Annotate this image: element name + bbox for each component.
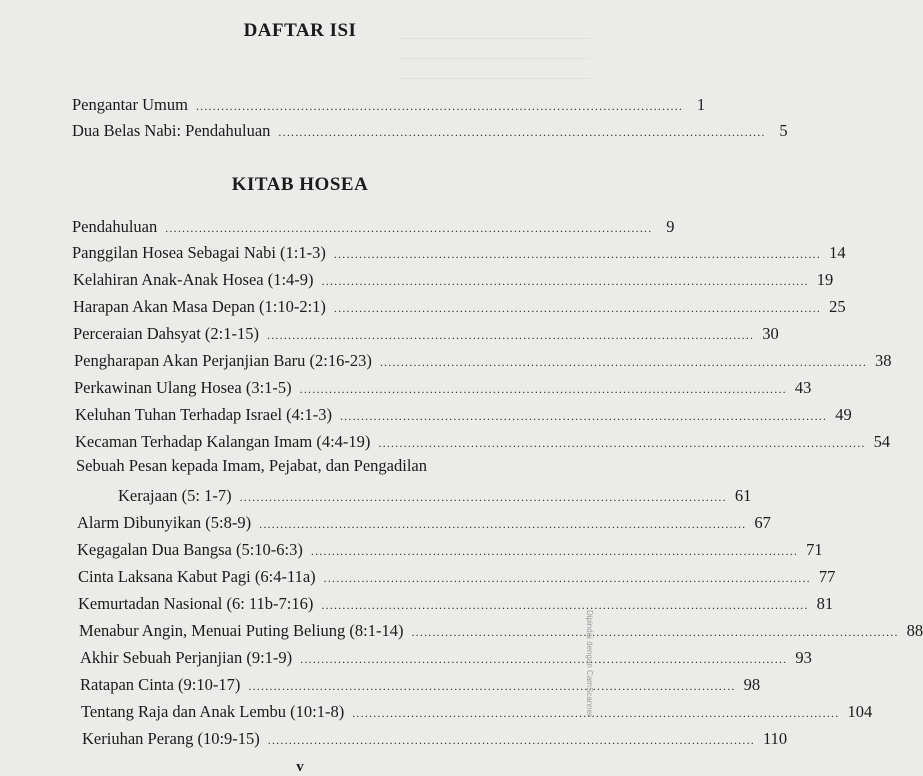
toc-entry-page: 43 <box>794 378 812 397</box>
toc-entry[interactable] <box>79 617 923 641</box>
toc-entry-label: Harapan Akan Masa Depan (1:10-2:1) <box>73 297 326 316</box>
leader-dots: .................................................................................................................... <box>378 436 866 450</box>
toc-entry-label: Ratapan Cinta (9:10-17) <box>80 675 241 694</box>
leader-dots: .................................................................................................................... <box>411 625 899 639</box>
leader-dots: .................................................................................................................... <box>195 99 684 113</box>
toc-entry-page: 67 <box>754 513 771 532</box>
toc-entry-label: Dua Belas Nabi: Pendahuluan <box>72 121 271 140</box>
toc-entry-label: Kemurtadan Nasional (6: 11b-7:16) <box>78 594 314 613</box>
toc-entry-label: Menabur Angin, Menuai Puting Beliung (8:1-14) <box>79 621 404 640</box>
leader-dots: .................................................................................................................... <box>278 125 766 139</box>
toc-entry-label: Kecaman Terhadap Kalangan Imam (4:4-19) <box>75 432 371 451</box>
toc-entry[interactable] <box>72 117 788 141</box>
leader-dots: .................................................................................................................... <box>310 544 799 558</box>
toc-entry-label: Tentang Raja dan Anak Lembu (10:1-8) <box>81 702 345 721</box>
toc-entry-page: 1 <box>696 95 706 114</box>
toc-entry[interactable] <box>82 725 788 749</box>
toc-entry[interactable] <box>77 509 771 533</box>
toc-entry-page: 25 <box>829 297 846 316</box>
toc-entry[interactable] <box>78 590 834 614</box>
toc-entry[interactable] <box>74 347 892 371</box>
toc-entry[interactable] <box>72 239 846 263</box>
toc-entry[interactable] <box>72 91 706 115</box>
toc-entry-page: 93 <box>795 648 812 667</box>
section-heading: KITAB HOSEA <box>231 174 369 195</box>
toc-entry[interactable] <box>74 374 812 398</box>
toc-entry-page: 49 <box>835 405 852 424</box>
leader-dots: .................................................................................................................... <box>333 301 822 315</box>
leader-dots: .................................................................................................................... <box>165 221 653 235</box>
leader-dots: .................................................................................................................... <box>239 490 727 504</box>
toc-entry-page: 81 <box>816 594 834 613</box>
toc-entry-label: Kerajaan (5: 1-7) <box>118 486 232 505</box>
toc-entry[interactable] <box>77 536 823 560</box>
toc-entry-page: 71 <box>806 540 823 559</box>
leader-dots: .................................................................................................................... <box>259 517 747 531</box>
toc-entry-label-line1[interactable]: Sebuah Pesan kepada Imam, Pejabat, dan Pengadilan <box>76 456 427 475</box>
toc-entry[interactable] <box>75 401 852 425</box>
toc-entry-label: Keriuhan Perang (10:9-15) <box>82 729 260 748</box>
toc-entry-label: Akhir Sebuah Perjanjian (9:1-9) <box>80 648 293 667</box>
leader-dots: .................................................................................................................... <box>299 382 787 396</box>
toc-entry-page: 54 <box>873 432 891 451</box>
toc-entry[interactable] <box>81 698 873 722</box>
toc-entry-page: 38 <box>875 351 892 370</box>
toc-entry-label: Cinta Laksana Kabut Pagi (6:4-11a) <box>78 567 316 586</box>
leader-dots: .................................................................................................................... <box>321 598 809 612</box>
toc-entry[interactable] <box>73 293 846 317</box>
toc-entry-label: Keluhan Tuhan Terhadap Israel (4:1-3) <box>75 405 332 424</box>
toc-entry-page: 19 <box>816 270 834 289</box>
toc-entry-label: Kegagalan Dua Bangsa (5:10-6:3) <box>77 540 303 559</box>
toc-entry-label: Pendahuluan <box>72 217 158 236</box>
toc-entry[interactable] <box>118 482 752 506</box>
toc-entry-page: 98 <box>743 675 761 694</box>
toc-entry-page: 9 <box>666 217 675 236</box>
toc-entry[interactable] <box>78 563 836 587</box>
toc-entry[interactable] <box>72 213 675 237</box>
toc-entry-label: Perceraian Dahsyat (2:1-15) <box>73 324 260 343</box>
toc-entry-label: Pengantar Umum <box>72 95 188 114</box>
leader-dots: .................................................................................................................... <box>267 328 755 342</box>
page-title: DAFTAR ISI <box>243 20 357 41</box>
toc-entry-page: 77 <box>818 567 836 586</box>
leader-dots: .................................................................................................................... <box>321 274 809 288</box>
leader-dots: .................................................................................................................... <box>248 679 736 693</box>
toc-entry-page: 61 <box>734 486 752 505</box>
toc-entry-page: 110 <box>762 729 788 748</box>
toc-entry-label: Kelahiran Anak-Anak Hosea (1:4-9) <box>73 270 314 289</box>
toc-entry-label: Panggilan Hosea Sebagai Nabi (1:1-3) <box>72 243 326 262</box>
toc-entry-label: Pengharapan Akan Perjanjian Baru (2:16-23) <box>74 351 372 370</box>
toc-entry-label: Alarm Dibunyikan (5:8-9) <box>77 513 252 532</box>
toc-entry-page: 88 <box>906 621 923 640</box>
leader-dots: .................................................................................................................... <box>300 652 788 666</box>
page-number: v <box>296 759 304 775</box>
leader-dots: .................................................................................................................... <box>379 355 868 369</box>
leader-dots: .................................................................................................................... <box>267 733 755 747</box>
toc-entry-label: Perkawinan Ulang Hosea (3:1-5) <box>74 378 292 397</box>
toc-entry[interactable] <box>80 644 812 668</box>
toc-entry[interactable] <box>73 266 834 290</box>
toc-entry[interactable] <box>75 428 891 452</box>
toc-entry-page: 104 <box>847 702 873 721</box>
leader-dots: .................................................................................................................... <box>323 571 811 585</box>
toc-entry[interactable] <box>73 320 779 344</box>
leader-dots: .................................................................................................................... <box>333 247 822 261</box>
toc-entry-page: 14 <box>829 243 846 262</box>
toc-entry-page: 5 <box>779 121 788 140</box>
leader-dots: .................................................................................................................... <box>352 706 840 720</box>
scanner-watermark: Dipindai dengan CamScanner <box>585 610 594 717</box>
leader-dots: .................................................................................................................... <box>339 409 828 423</box>
toc-entry-page: 30 <box>762 324 779 343</box>
toc-entry[interactable] <box>80 671 761 695</box>
